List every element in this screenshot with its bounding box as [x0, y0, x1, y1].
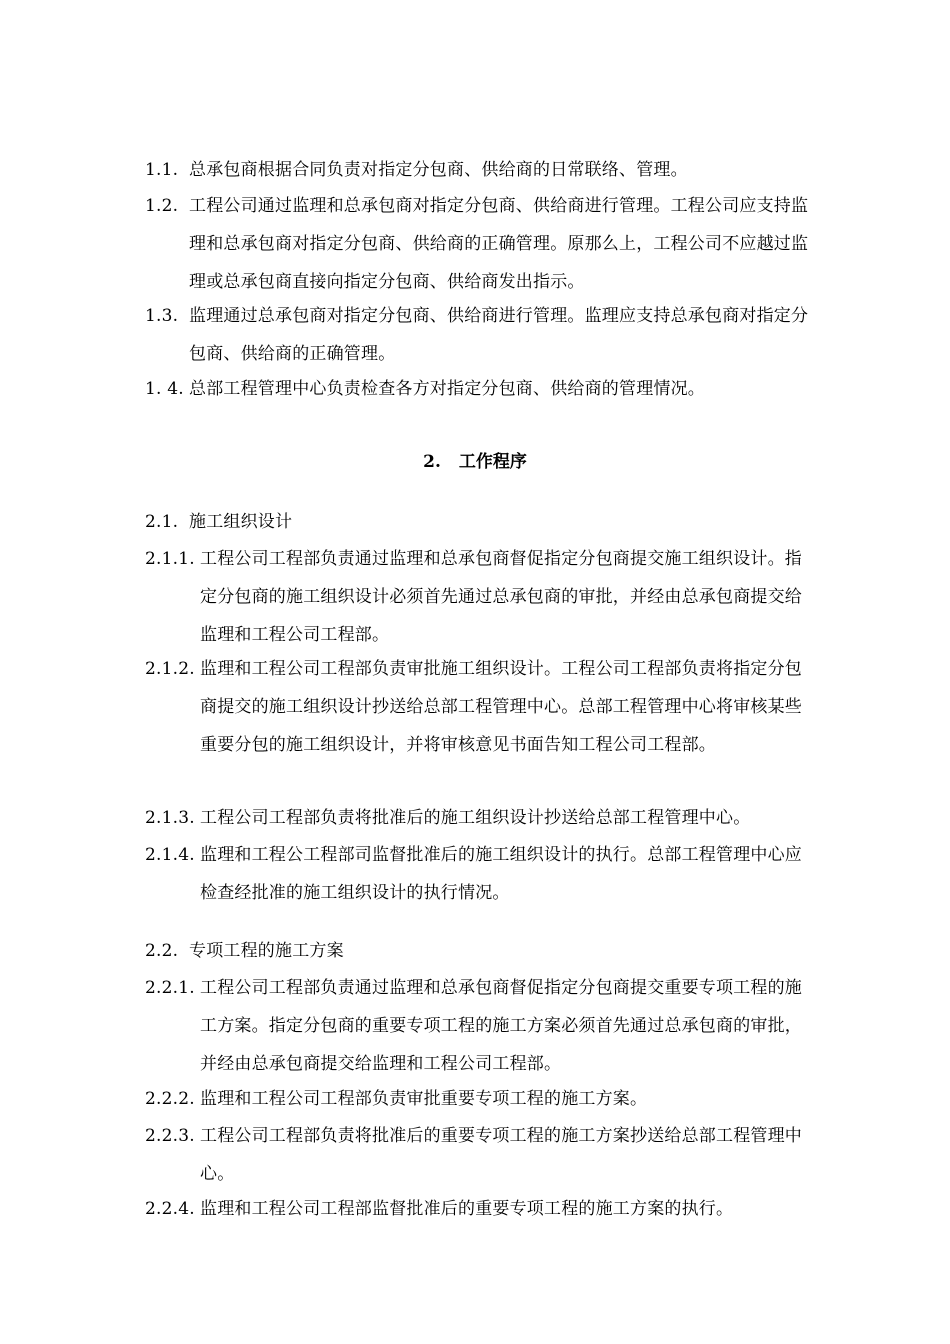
subsection-2-2: [145, 932, 810, 970]
clause-text: 工程公司通过监理和总承包商对指定分包商、供给商进行管理。工程公司应支持监理和总承包商对指定分包商、供给商的正确管理。原那么上，工程公司不应越过监理或总承包商直接向指定分包商、供给商发出指示。: [189, 196, 809, 292]
clause-number: 2.2.2.: [145, 1089, 195, 1109]
clause-number: 1.3.: [145, 306, 179, 326]
clause-number: 2.1.3.: [145, 808, 195, 828]
clause-2-2-4: [145, 1190, 810, 1228]
clause-number: 1.2.: [145, 196, 179, 216]
subsection-number: 2.1.: [145, 512, 179, 532]
clause-2-2-3: [145, 1117, 810, 1193]
clause-number: 2.1.4.: [145, 845, 195, 865]
subsection-2-1: [145, 503, 810, 541]
subsection-title: 施工组织设计: [189, 512, 293, 532]
clause-text: 监理通过总承包商对指定分包商、供给商进行管理。监理应支持总承包商对指定分包商、供给商的正确管理。: [189, 306, 809, 364]
clause-2-1-3: [145, 799, 810, 837]
clause-number: 2.2.1.: [145, 978, 195, 998]
clause-number: 2.1.1.: [145, 549, 195, 569]
section-number: 2.: [423, 452, 441, 472]
clause-text: 总承包商根据合同负责对指定分包商、供给商的日常联络、管理。: [189, 160, 688, 180]
clause-number: 2.2.4.: [145, 1199, 195, 1219]
clause-number: 2.2.3.: [145, 1126, 195, 1146]
clause-text: 总部工程管理中心负责检查各方对指定分包商、供给商的管理情况。: [189, 379, 705, 399]
clause-text: 监理和工程公司工程部负责审批施工组织设计。工程公司工程部负责将指定分包商提交的施工组织设计抄送给总部工程管理中心。总部工程管理中心将审核某些重要分包的施工组织设计，并将审核意见书面告知工程公司工程部。: [200, 659, 802, 755]
clause-text: 工程公司工程部负责通过监理和总承包商督促指定分包商提交施工组织设计。指定分包商的施工组织设计必须首先通过总承包商的审批，并经由总承包商提交给监理和工程公司工程部。: [200, 549, 802, 645]
section-title: 工作程序: [458, 452, 527, 472]
clause-text: 工程公司工程部负责将批准后的重要专项工程的施工方案抄送给总部工程管理中心。: [200, 1126, 802, 1184]
subsection-number: 2.2.: [145, 941, 179, 961]
clause-2-1-2: [145, 650, 810, 764]
subsection-title: 专项工程的施工方案: [189, 941, 344, 961]
clause-1-2: [145, 187, 810, 301]
clause-text: 工程公司工程部负责将批准后的施工组织设计抄送给总部工程管理中心。: [200, 808, 751, 828]
clause-text: 监理和工程公工程部司监督批准后的施工组织设计的执行。总部工程管理中心应检查经批准的施工组织设计的执行情况。: [200, 845, 802, 903]
clause-number: 1.1.: [145, 160, 179, 180]
clause-1-4: [145, 370, 810, 408]
clause-2-2-1: [145, 969, 810, 1083]
clause-number: 2.1.2.: [145, 659, 195, 679]
clause-1-3: [145, 297, 810, 373]
clause-text: 监理和工程公司工程部负责审批重要专项工程的施工方案。: [200, 1089, 648, 1109]
clause-2-1-4: [145, 836, 810, 912]
clause-2-1-1: [145, 540, 810, 654]
clause-2-2-2: [145, 1080, 810, 1118]
clause-text: 监理和工程公司工程部监督批准后的重要专项工程的施工方案的执行。: [200, 1199, 734, 1219]
clause-number: 1. 4.: [145, 379, 184, 399]
clause-text: 工程公司工程部负责通过监理和总承包商督促指定分包商提交重要专项工程的施工方案。指定分包商的重要专项工程的施工方案必须首先通过总承包商的审批，并经由总承包商提交给监理和工程公司工程部。: [200, 978, 802, 1074]
section-heading: [0, 443, 950, 481]
clause-1-1: [145, 151, 810, 189]
